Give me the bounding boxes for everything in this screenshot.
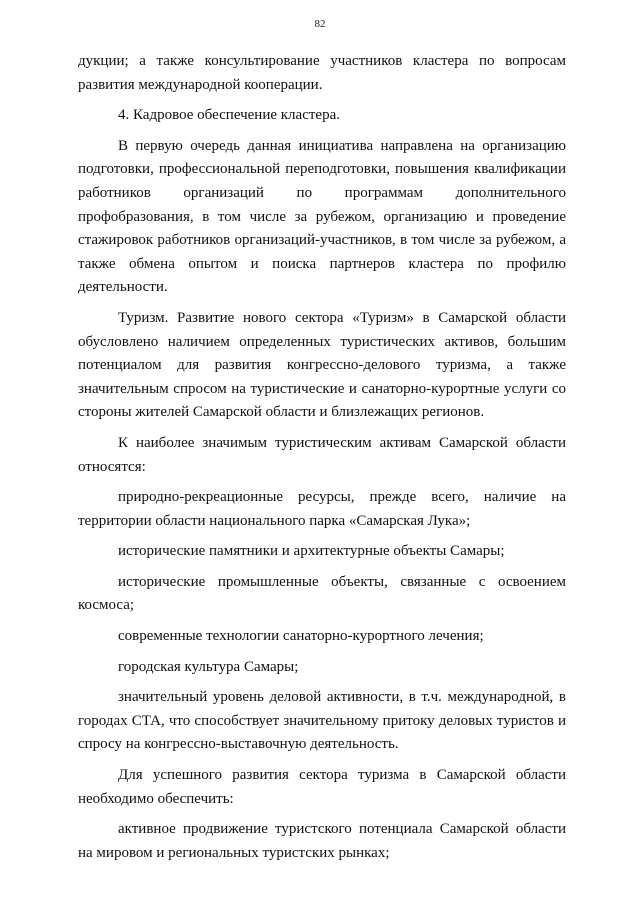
paragraph-continuation: дукции; а также консультирование участников кластера по вопросам развития международной кооперации. [78, 53, 566, 93]
page-body [78, 50, 566, 872]
list-item: значительный уровень деловой активности, в т.ч. международной, в городах СТА, что способствует значительному притоку деловых туристов и спросу на конгрессно-выставочную деятельность. [78, 689, 566, 753]
page-number: 82 [314, 18, 326, 30]
paragraph-tourism-intro: Туризм. Развитие нового сектора «Туризм» в Самарской области обусловлено наличием определенных туристических активов, большим потенциалом для развития конгрессно-делового туризма, а также значительным спросом на туристические и санаторно-курортные услуги со стороны жителей Самарской области и близлежащих регионов. [78, 309, 566, 421]
list-item: природно-рекреационные ресурсы, прежде всего, наличие на территории области национального парка «Самарская Лука»; [78, 489, 566, 529]
list-item: исторические памятники и архитектурные объекты Самары; [118, 543, 505, 560]
paragraph-assets-lead: К наиболее значимым туристическим активам Самарской области относятся: [78, 434, 566, 475]
list-item: городская культура Самары; [118, 658, 299, 675]
paragraph-requirements-lead: Для успешного развития сектора туризма в Самарской области необходимо обеспечить: [78, 767, 566, 807]
list-item: активное продвижение туристского потенциала Самарской области на мировом и региональных туристских рынках; [78, 821, 566, 861]
list-item: современные технологии санаторно-курортного лечения; [118, 628, 484, 645]
list-item: исторические промышленные объекты, связанные с освоением космоса; [78, 573, 566, 614]
paragraph-section-heading: 4. Кадровое обеспечение кластера. [118, 107, 340, 124]
paragraph-training: В первую очередь данная инициатива направлена на организацию подготовки, профессиональной переподготовки, повышения квалификации работников организаций по программам дополнительного профобразования, в том числе за рубежом, организацию и проведение стажировок работников организаций-участников, в том числе за рубежом, а также обмена опытом и поиска партнеров кластера по профилю деятельности. [78, 137, 566, 296]
